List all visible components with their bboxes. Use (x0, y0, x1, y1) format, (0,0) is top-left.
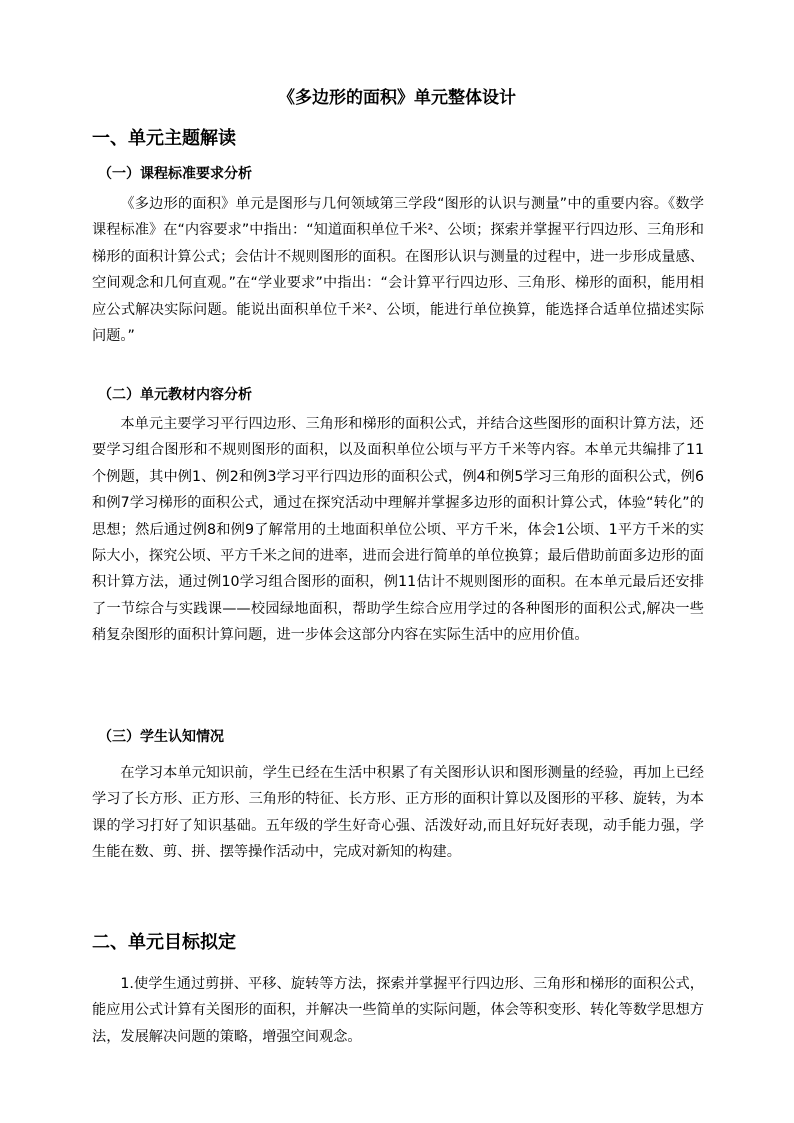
section-heading-unit-goals: 二、单元目标拟定 (92, 932, 236, 953)
subsection-heading-textbook-content: （二）单元教材内容分析 (98, 387, 252, 403)
paragraph-unit-goal-1: 1.使学生通过剪拼、平移、旋转等方法，探索并掌握平行四边形、三角形和梯形的面积公式，能应用公式计算有关图形的面积，并解决一些简单的实际问题，体会等积变形、转化等数学思想方法，发展解决问题的策略，增强空间观念。 (92, 976, 704, 1045)
subsection-heading-student-cognition: （三）学生认知情况 (98, 729, 224, 745)
paragraph-textbook-content: 本单元主要学习平行四边形、三角形和梯形的面积公式，并结合这些图形的面积计算方法，还要学习组合图形和不规则图形的面积，以及面积单位公顷与平方千米等内容。本单元共编排了11个例题，其中例1、例2和例3学习平行四边形的面积公式，例4和例5学习三角形的面积公式，例6和例7学习梯形的面积公式，通过在探究活动中理解并掌握多边形的面积计算公式，体验“转化”的思想；然后通过例8和例9了解常用的土地面积单位公顷、平方千米，体会1公顷、1平方千米的实际大小，探究公顷、平方千米之间的进率，进而会进行简单的单位换算；最后借助前面多边形的面积计算方法，通过例10学习组合图形的面积，例11估计不规则图形的面积。在本单元最后还安排了一节综合与实践课——校园绿地面积，帮助学生综合应用学过的各种图形的面积公式,解决一些稍复杂图形的面积计算问题，进一步体会这部分内容在实际生活中的应用价值。 (92, 416, 704, 644)
paragraph-curriculum-standard: 《多边形的面积》单元是图形与几何领域第三学段“图形的认识与测量”中的重要内容。《数学课程标准》在“内容要求”中指出：“知道面积单位千米²、公顷；探索并掌握平行四边形、三角形和梯形的面积计算公式；会估计不规则图形的面积。在图形认识与测量的过程中，进一步形成量感、空间观念和几何直观。”在“学业要求”中指出：“会计算平行四边形、三角形、梯形的面积，能用相应公式解决实际问题。能说出面积单位千米²、公顷，能进行单位换算，能选择合适单位描述实际问题。” (92, 196, 704, 345)
section-heading-unit-theme: 一、单元主题解读 (92, 128, 236, 149)
document-title: 《多边形的面积》单元整体设计 (278, 88, 516, 108)
paragraph-student-cognition: 在学习本单元知识前，学生已经在生活中积累了有关图形认识和图形测量的经验，再加上已经学习了长方形、正方形、三角形的特征、长方形、正方形的面积计算以及图形的平移、旋转，为本课的学习打好了知识基础。五年级的学生好奇心强、活泼好动,而且好玩好表现，动手能力强，学生能在数、剪、拼、摆等操作活动中，完成对新知的构建。 (92, 765, 704, 861)
subsection-heading-curriculum-standard: （一）课程标准要求分析 (98, 166, 252, 182)
